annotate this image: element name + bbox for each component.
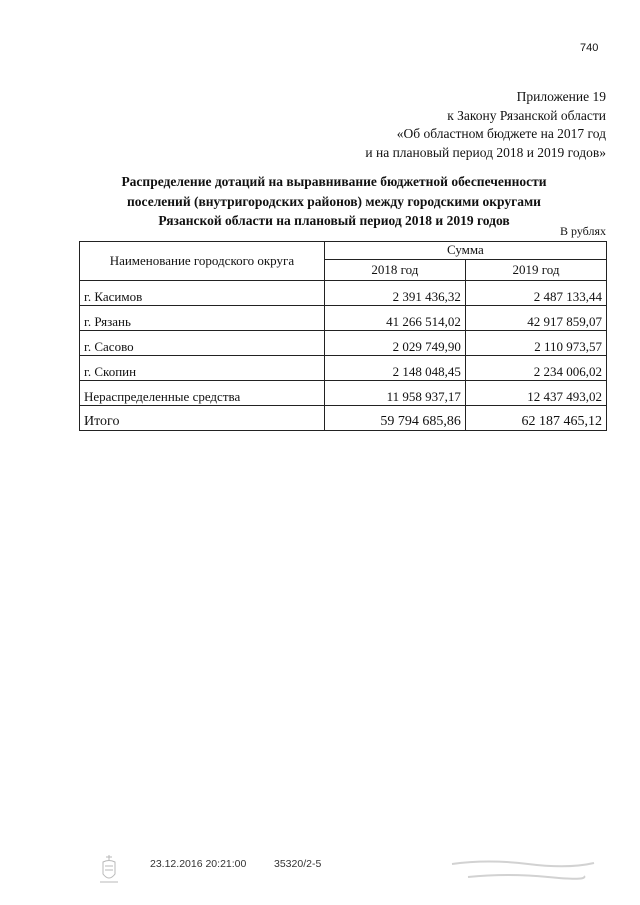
annex-line-2: к Закону Рязанской области	[447, 107, 606, 123]
title-line-2: поселений (внутригородских районов) между городскими округами	[127, 193, 541, 209]
footer-code: 35320/2-5	[274, 858, 322, 870]
document-title	[100, 172, 568, 231]
total-name: Итого	[80, 406, 325, 431]
footer-datetime: 23.12.2016 20:21:00	[150, 858, 247, 870]
table-total-row	[80, 406, 607, 431]
faint-stamp-scribble	[448, 855, 598, 885]
row-name: г. Касимов	[80, 281, 325, 306]
table-row	[80, 356, 607, 381]
row-2019: 2 110 973,57	[465, 331, 606, 356]
row-2019: 42 917 859,07	[465, 306, 606, 331]
row-2019: 2 234 006,02	[465, 356, 606, 381]
faint-stamp	[448, 855, 598, 890]
annex-line-4: и на плановый период 2018 и 2019 годов»	[365, 144, 606, 160]
row-2018: 41 266 514,02	[324, 306, 465, 331]
subsidy-table	[79, 241, 607, 431]
row-name: г. Скопин	[80, 356, 325, 381]
header-sum: Сумма	[324, 242, 606, 260]
total-2018: 59 794 685,86	[324, 406, 465, 431]
units-label: В рублях	[559, 224, 606, 238]
row-2018: 11 958 937,17	[324, 381, 465, 406]
title-line-3: Рязанской области на плановый период 2018 и 2019 годов	[158, 213, 510, 228]
row-2019: 2 487 133,44	[465, 281, 606, 306]
row-name: Нераспределенные средства	[80, 381, 325, 406]
annex-line-1: Приложение 19	[516, 89, 606, 104]
annex-header	[365, 88, 606, 162]
table-row	[80, 306, 607, 331]
coat-of-arms-icon	[96, 852, 122, 886]
total-2019: 62 187 465,12	[465, 406, 606, 431]
row-2018: 2 148 048,45	[324, 356, 465, 381]
table-header-row	[80, 242, 607, 260]
table-row	[80, 381, 607, 406]
row-name: г. Сасово	[80, 331, 325, 356]
header-2019: 2019 год	[465, 259, 606, 280]
page-number: 740	[580, 42, 599, 54]
header-name: Наименование городского округа	[80, 242, 325, 281]
row-2018: 2 029 749,90	[324, 331, 465, 356]
annex-line-3: «Об областном бюджете на 2017 год	[396, 126, 606, 141]
title-line-1: Распределение дотаций на выравнивание бюджетной обеспеченности	[121, 174, 547, 189]
header-2018: 2018 год	[324, 259, 465, 280]
table-row	[80, 281, 607, 306]
table-row	[80, 331, 607, 356]
row-2018: 2 391 436,32	[324, 281, 465, 306]
row-name: г. Рязань	[80, 306, 325, 331]
row-2019: 12 437 493,02	[465, 381, 606, 406]
